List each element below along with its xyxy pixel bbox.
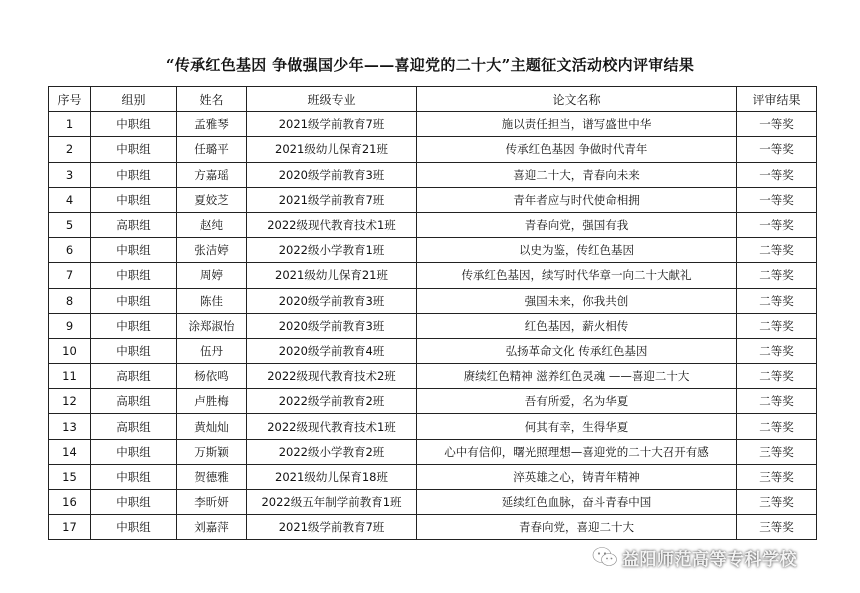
cell-name: 方嘉瑶 [177,162,247,187]
document-title: “传承红色基因 争做强国少年——喜迎党的二十大”主题征文活动校内评审结果 [165,56,695,74]
cell-class: 2021级幼儿保育18班 [247,464,417,489]
cell-name: 张洁婷 [177,238,247,263]
cell-result: 二等奖 [737,288,817,313]
cell-group: 高职组 [91,212,177,237]
cell-essay-title: 传承红色基因 争做时代青年 [417,137,737,162]
cell-class: 2022级现代教育技术2班 [247,364,417,389]
table-header-row [49,87,817,112]
cell-index: 3 [49,162,91,187]
cell-group: 中职组 [91,338,177,363]
cell-group: 中职组 [91,112,177,137]
cell-index: 14 [49,439,91,464]
cell-class: 2022级小学教育1班 [247,238,417,263]
cell-class: 2020级学前教育4班 [247,338,417,363]
cell-result: 一等奖 [737,212,817,237]
cell-name: 黄灿灿 [177,414,247,439]
cell-essay-title: 吾有所爱，名为华夏 [417,389,737,414]
cell-name: 任璐平 [177,137,247,162]
cell-result: 二等奖 [737,364,817,389]
cell-result: 一等奖 [737,162,817,187]
cell-class: 2022级五年制学前教育1班 [247,490,417,515]
cell-class: 2022级小学教育2班 [247,439,417,464]
cell-name: 夏姣芝 [177,187,247,212]
cell-index: 17 [49,515,91,540]
cell-index: 16 [49,490,91,515]
cell-result: 二等奖 [737,414,817,439]
header-class: 班级专业 [247,87,417,112]
table-row [49,238,817,263]
cell-group: 中职组 [91,313,177,338]
cell-group: 中职组 [91,137,177,162]
results-table [48,86,817,540]
cell-class: 2021级学前教育7班 [247,187,417,212]
table-row [49,490,817,515]
cell-result: 二等奖 [737,238,817,263]
cell-name: 万斯颖 [177,439,247,464]
cell-essay-title: 青春向党，强国有我 [417,212,737,237]
cell-group: 中职组 [91,490,177,515]
cell-class: 2021级学前教育7班 [247,515,417,540]
cell-result: 一等奖 [737,137,817,162]
cell-index: 12 [49,389,91,414]
cell-index: 4 [49,187,91,212]
cell-essay-title: 以史为鉴，传红色基因 [417,238,737,263]
cell-index: 8 [49,288,91,313]
cell-name: 杨依鸣 [177,364,247,389]
table-row [49,263,817,288]
cell-group: 高职组 [91,389,177,414]
cell-class: 2020级学前教育3班 [247,288,417,313]
table-row [49,515,817,540]
watermark-text: 益阳师范高等专科学校 [622,549,797,570]
header-index: 序号 [49,87,91,112]
header-name: 姓名 [177,87,247,112]
cell-name: 贺德雅 [177,464,247,489]
cell-index: 10 [49,338,91,363]
cell-index: 5 [49,212,91,237]
cell-class: 2021级学前教育7班 [247,112,417,137]
header-result: 评审结果 [737,87,817,112]
table-row [49,288,817,313]
cell-group: 中职组 [91,439,177,464]
wechat-icon [592,546,618,568]
table-row [49,364,817,389]
cell-essay-title: 延续红色血脉，奋斗青春中国 [417,490,737,515]
cell-class: 2022级现代教育技术1班 [247,212,417,237]
cell-essay-title: 青春向党，喜迎二十大 [417,515,737,540]
cell-group: 中职组 [91,162,177,187]
cell-essay-title: 青年者应与时代使命相拥 [417,187,737,212]
table-row [49,137,817,162]
cell-result: 三等奖 [737,464,817,489]
cell-result: 三等奖 [737,490,817,515]
cell-class: 2021级幼儿保育21班 [247,137,417,162]
table-row [49,187,817,212]
cell-group: 中职组 [91,263,177,288]
header-group: 组别 [91,87,177,112]
header-essay-title: 论文名称 [417,87,737,112]
table-row [49,112,817,137]
cell-index: 6 [49,238,91,263]
cell-group: 高职组 [91,364,177,389]
cell-group: 中职组 [91,288,177,313]
table-row [49,212,817,237]
cell-essay-title: 强国未来，你我共创 [417,288,737,313]
cell-class: 2022级学前教育2班 [247,389,417,414]
cell-index: 2 [49,137,91,162]
table-row [49,439,817,464]
table-body [49,112,817,540]
cell-group: 中职组 [91,238,177,263]
cell-group: 高职组 [91,414,177,439]
cell-essay-title: 红色基因，薪火相传 [417,313,737,338]
cell-index: 1 [49,112,91,137]
table-row [49,414,817,439]
cell-name: 卢胜梅 [177,389,247,414]
cell-essay-title: 赓续红色精神 滋养红色灵魂 ——喜迎二十大 [417,364,737,389]
cell-result: 一等奖 [737,187,817,212]
cell-essay-title: 喜迎二十大，青春向未来 [417,162,737,187]
cell-result: 二等奖 [737,263,817,288]
cell-result: 二等奖 [737,338,817,363]
cell-essay-title: 何其有幸，生得华夏 [417,414,737,439]
cell-class: 2022级现代教育技术1班 [247,414,417,439]
cell-essay-title: 施以责任担当，谱写盛世中华 [417,112,737,137]
cell-essay-title: 弘扬革命文化 传承红色基因 [417,338,737,363]
table-row [49,338,817,363]
table-row [49,162,817,187]
table-row [49,464,817,489]
cell-group: 中职组 [91,464,177,489]
cell-class: 2020级学前教育3班 [247,162,417,187]
cell-class: 2020级学前教育3班 [247,313,417,338]
table-row [49,313,817,338]
cell-result: 三等奖 [737,439,817,464]
cell-essay-title: 淬英雄之心，铸青年精神 [417,464,737,489]
cell-result: 三等奖 [737,515,817,540]
cell-name: 周婷 [177,263,247,288]
cell-name: 刘嘉萍 [177,515,247,540]
cell-essay-title: 心中有信仰，曙光照理想—喜迎党的二十大召开有感 [417,439,737,464]
cell-index: 7 [49,263,91,288]
cell-result: 二等奖 [737,313,817,338]
cell-name: 伍丹 [177,338,247,363]
cell-group: 中职组 [91,515,177,540]
cell-essay-title: 传承红色基因，续写时代华章一向二十大献礼 [417,263,737,288]
cell-name: 李昕妍 [177,490,247,515]
cell-result: 二等奖 [737,389,817,414]
cell-name: 陈佳 [177,288,247,313]
cell-index: 13 [49,414,91,439]
cell-name: 涂郑淑怡 [177,313,247,338]
cell-index: 9 [49,313,91,338]
cell-group: 中职组 [91,187,177,212]
cell-index: 15 [49,464,91,489]
cell-name: 赵纯 [177,212,247,237]
cell-name: 孟雅琴 [177,112,247,137]
cell-result: 一等奖 [737,112,817,137]
table-row [49,389,817,414]
cell-index: 11 [49,364,91,389]
watermark [592,542,797,572]
cell-class: 2021级幼儿保育21班 [247,263,417,288]
